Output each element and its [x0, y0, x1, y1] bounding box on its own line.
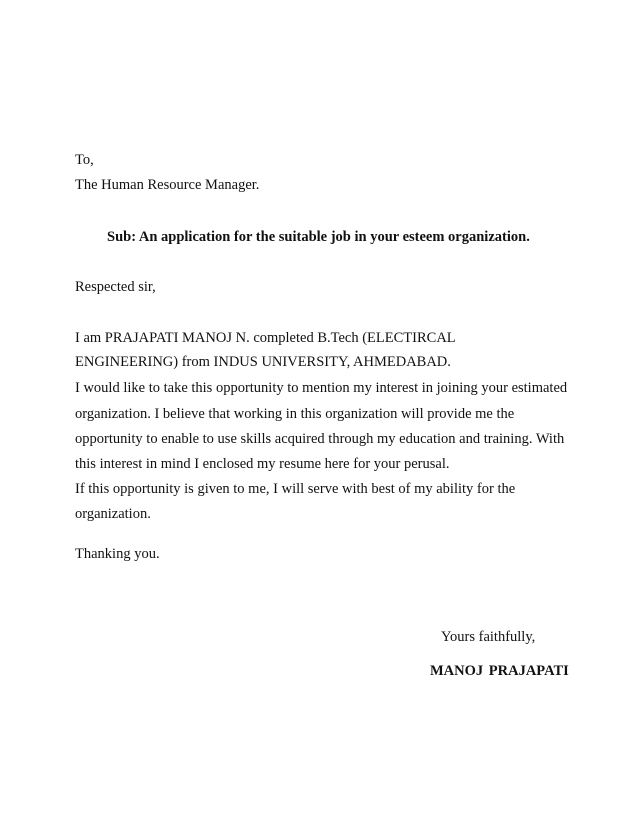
- body-line: ENGINEERING) from INDUS UNIVERSITY, AHMEDABAD.: [75, 354, 451, 370]
- recipient-addressee: The Human Resource Manager.: [75, 177, 260, 193]
- body-line: opportunity to enable to use skills acquired through my education and training. With: [75, 431, 565, 447]
- body-line: organization. I believe that working in this organization will provide me the: [75, 406, 515, 422]
- body-line: this interest in mind I enclosed my resume here for your perusal.: [75, 456, 450, 472]
- body-line: I would like to take this opportunity to mention my interest in joining your estimated: [75, 380, 568, 396]
- recipient-to: To,: [75, 152, 94, 168]
- body-line: If this opportunity is given to me, I will serve with best of my ability for the: [75, 481, 516, 497]
- letter-closing: Yours faithfully,: [441, 629, 536, 645]
- letter-signature: MANOJ PRAJAPATI: [430, 663, 569, 679]
- letter-subject: Sub: An application for the suitable job in your esteem organization.: [107, 229, 530, 245]
- body-line: I am PRAJAPATI MANOJ N. completed B.Tech (ELECTIRCAL: [75, 330, 456, 346]
- body-line: organization.: [75, 506, 151, 522]
- letter-thanks: Thanking you.: [75, 546, 160, 562]
- letter-greeting: Respected sir,: [75, 279, 156, 295]
